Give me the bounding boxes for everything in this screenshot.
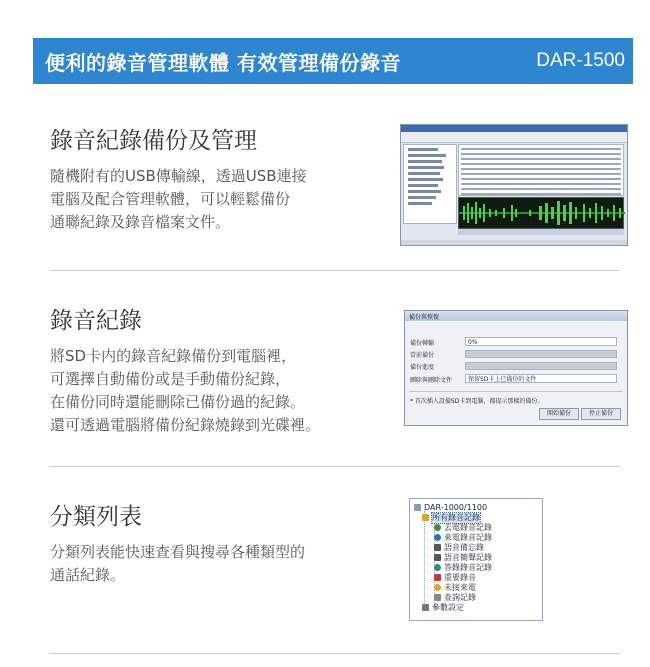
description-line: 隨機附有的USB傳輸線，透過USB連接 — [50, 167, 307, 185]
section-title: 分類列表 — [50, 504, 142, 530]
folder-icon — [422, 514, 429, 521]
recording-table — [458, 144, 624, 196]
incoming-call-icon — [434, 534, 441, 541]
section-divider — [50, 653, 620, 654]
waveform-graphic — [459, 198, 625, 228]
missed-call-icon — [434, 584, 441, 591]
section-divider — [50, 270, 620, 271]
software-screenshot — [400, 124, 628, 246]
field-label: 備份轉輸 — [410, 340, 435, 347]
microphone-icon — [434, 544, 441, 551]
flag-icon — [434, 574, 441, 581]
banner-title: 便利的錄音管理軟體 有效管理備份錄音 — [45, 51, 401, 75]
delete-option-select: 保留SD卡上已備份的文件 — [465, 374, 617, 383]
stop-backup-button: 停止備份 — [581, 408, 621, 420]
tree-item-query: 查詢記錄 — [434, 593, 476, 603]
current-backup-bar — [465, 350, 617, 358]
category-tree-panel — [403, 144, 457, 224]
start-backup-button: 開始備份 — [539, 408, 579, 420]
tree-item-answering: 答錄錄音記錄 — [434, 563, 492, 573]
description-line: 在備份同時還能刪除已備份過的紀錄。 — [50, 393, 306, 411]
document-icon — [434, 594, 441, 601]
tree-item-incoming: 來電錄音記錄 — [434, 533, 492, 543]
section-backup-management — [50, 122, 390, 234]
section-description — [50, 165, 390, 234]
section-title: 錄音紀錄備份及管理 — [50, 128, 257, 154]
category-tree-screenshot — [409, 498, 543, 621]
outgoing-call-icon — [434, 524, 441, 531]
header-banner — [33, 38, 633, 84]
section-description — [50, 541, 390, 587]
tree-item-voice-memo: 語音備忘錄 — [434, 543, 484, 553]
description-line: 還可透過電腦將備份紀錄燒錄到光碟裡。 — [50, 416, 321, 434]
dialog-titlebar — [405, 311, 627, 321]
backup-transfer-field: 0% — [465, 337, 617, 346]
playback-controls — [458, 229, 624, 235]
tree-guide-line — [424, 511, 425, 605]
backup-progress-bar — [465, 362, 617, 370]
model-name: DAR-1500 — [536, 50, 625, 71]
description-line: 通話紀錄。 — [50, 566, 126, 584]
field-label: 備份進度 — [410, 364, 435, 371]
window-titlebar — [401, 125, 627, 132]
description-line: 將SD卡内的錄音紀錄備份到電腦裡， — [50, 347, 297, 365]
backup-dialog-screenshot — [404, 310, 628, 426]
description-line: 電腦及配合管理軟體，可以輕鬆備份 — [50, 190, 291, 208]
microphone-icon — [434, 554, 441, 561]
window-toolbar — [401, 132, 627, 143]
dialog-hint: * 首次插入設備SD卡到電腦，都提示那樣的備份。 — [410, 398, 544, 405]
status-bar — [401, 240, 627, 245]
section-recording-backup — [50, 302, 390, 437]
field-label: 刪除與刪除文件 — [410, 377, 453, 384]
settings-icon — [422, 604, 429, 611]
dialog-title: 備份與恢復 — [409, 314, 440, 321]
dialog-separator — [410, 391, 622, 392]
tree-item-important: 重要錄音 — [434, 573, 476, 583]
field-label: 當前備份 — [410, 352, 435, 359]
waveform-display — [458, 197, 624, 229]
tree-item-settings: 參數設定 — [422, 603, 464, 613]
device-icon — [414, 504, 421, 511]
description-line: 分類列表能快速查看與搜尋各種類型的 — [50, 543, 306, 561]
tree-item-voice-record: 語音簡聲記錄 — [434, 553, 492, 563]
section-title: 錄音紀錄 — [50, 308, 142, 334]
tree-root: DAR-1000/1100 — [414, 503, 487, 513]
section-description — [50, 345, 390, 437]
tree-item-outgoing: 去電錄音記錄 — [434, 523, 492, 533]
description-line: 可選擇自動備份或是手動備份紀錄， — [50, 370, 291, 388]
answering-machine-icon — [434, 564, 441, 571]
section-category-list — [50, 498, 390, 587]
tree-item-missed: 未接來電 — [434, 583, 476, 593]
tree-item-all-records: 所有錄音記錄 — [422, 513, 480, 523]
description-line: 通聯紀錄及錄音檔案文件。 — [50, 213, 231, 231]
section-divider — [50, 466, 620, 467]
